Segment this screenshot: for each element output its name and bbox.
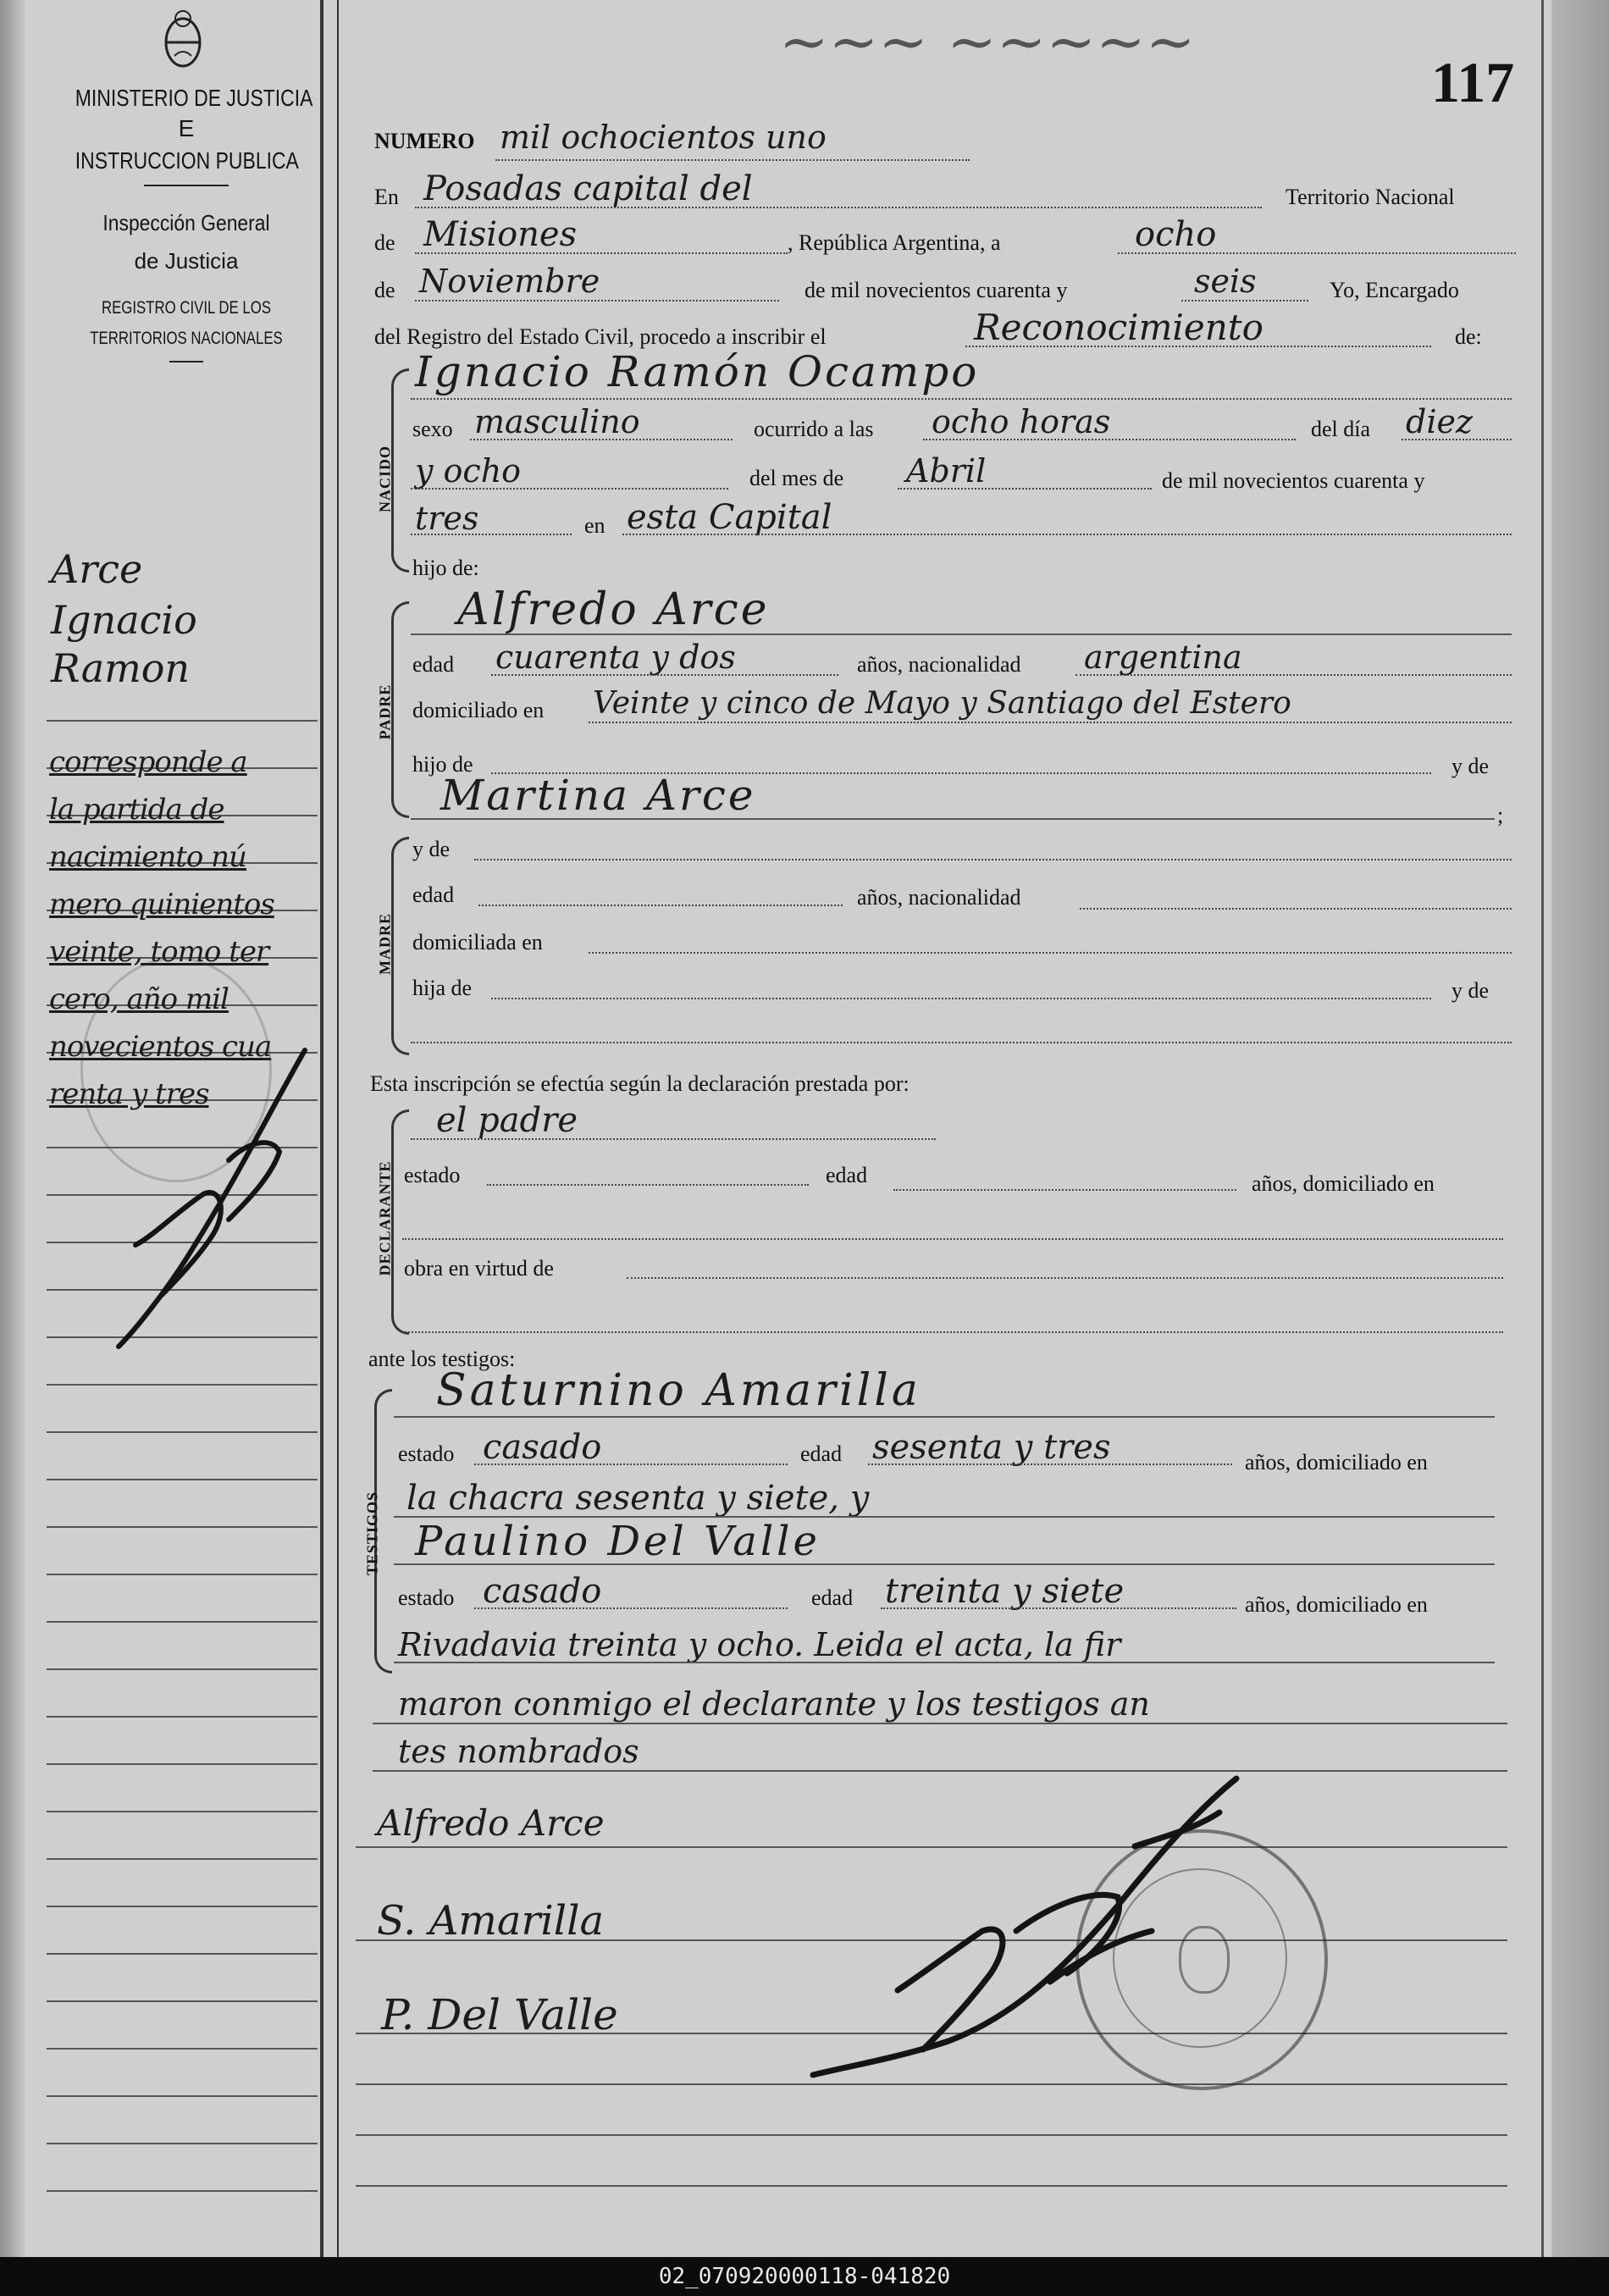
margin-rule-line (47, 2190, 318, 2192)
signature-testigo1: S. Amarilla (377, 1897, 605, 1945)
ministry-line1: MINISTERIO DE JUSTICIA (75, 85, 313, 111)
madre-y-de-label-2: y de (1451, 978, 1490, 1003)
day-value: ocho (1135, 215, 1217, 254)
ministry-line2: E (178, 115, 195, 141)
testigo1-anios-dom-label: años, domiciliado en (1245, 1450, 1428, 1474)
margin-note-line: la partida de (49, 793, 224, 827)
dia-value: diez (1406, 403, 1473, 440)
declarante-estado-label: estado (404, 1163, 461, 1187)
testigos-label: TESTIGOS (363, 1491, 381, 1576)
padre-label: PADRE (376, 683, 394, 740)
testigos-intro: ante los testigos: (368, 1347, 516, 1371)
testigo2-estado-label: estado (398, 1585, 455, 1610)
domiciliada-label: domiciliada en (412, 930, 543, 954)
de-colon-label: de: (1455, 324, 1482, 349)
de-value: Misiones (423, 215, 578, 254)
sexo-label: sexo (412, 417, 453, 441)
coat-of-arms-icon (159, 7, 207, 73)
madre-edad-label: edad (412, 882, 455, 907)
madre-y-de-label: y de (412, 837, 451, 861)
margin-signature (102, 1042, 322, 1364)
testigo1-dom: la chacra sesenta y siete, y (406, 1479, 870, 1518)
declarante-edad-label: edad (826, 1163, 868, 1187)
registry-line2: TERRITORIOS NACIONALES (90, 329, 283, 348)
inspection-line2: de Justicia (134, 248, 239, 274)
testigo1-edad: sesenta y tres (872, 1428, 1111, 1467)
margin-rule-line (47, 1621, 318, 1623)
month-value: Noviembre (419, 263, 600, 300)
testigo1-estado-label: estado (398, 1441, 455, 1466)
testigo2-anios-dom-label: años, domiciliado en (1245, 1592, 1428, 1617)
margin-note-line: mero quinientos (49, 888, 274, 921)
yo-label: Yo, Encargado (1330, 278, 1459, 302)
margin-note-line: cero, año mil (49, 982, 229, 1016)
testigo1-name: Saturnino Amarilla (436, 1365, 921, 1416)
margin-rule-line (47, 1431, 318, 1433)
en-label: En (374, 185, 399, 209)
hija-de-label: hija de (412, 976, 473, 1000)
hora-value: ocho horas (932, 403, 1111, 440)
declarante-value: el padre (436, 1101, 578, 1140)
inspection-line1: Inspección General (102, 210, 270, 235)
y-de-label: y de (1451, 754, 1490, 778)
signature-testigo2: P. Del Valle (381, 1990, 618, 2039)
padre-name: Alfredo Arce (457, 584, 770, 635)
closing-line2: tes nombrados (398, 1733, 639, 1770)
margin-rule-line (47, 1906, 318, 1907)
closing-line1: maron conmigo el declarante y los testigos an (398, 1685, 1150, 1723)
ministry-divider (144, 185, 229, 186)
anio-value: tres (415, 500, 479, 537)
del-dia-label: del día (1311, 417, 1371, 441)
hijo-de-label: hijo de (412, 752, 473, 777)
margin-rule-line (47, 1763, 318, 1765)
hijo-label: hijo de: (412, 556, 479, 580)
padre-nac: argentina (1084, 639, 1242, 676)
margin-note-line: corresponde a (49, 745, 247, 779)
act-value: Reconocimiento (974, 307, 1263, 348)
image-id-footer: 02_070920000118-041820 (0, 2257, 1609, 2296)
padre-edad: cuarenta y dos (495, 639, 736, 676)
anio-label: de mil novecientos cuarenta y (1162, 468, 1425, 493)
anios-nac-label: años, nacionalidad (857, 652, 1021, 677)
registro-label: del Registro del Estado Civil, procedo a inscribir el (374, 324, 827, 349)
testigo2-name: Paulino Del Valle (415, 1518, 821, 1565)
margin-rule-line (47, 2000, 318, 2002)
declarante-anios-dom-label: años, domiciliado en (1252, 1171, 1435, 1196)
margin-note-line: veinte, tomo ter (49, 935, 269, 969)
page-number: 117 (1431, 50, 1515, 114)
dia-value-continued: y ocho (415, 452, 522, 490)
en2-label: en (584, 513, 605, 538)
margin-rule-line (47, 1668, 318, 1670)
numero-label: NUMERO (374, 129, 475, 153)
margin-rule-line (47, 2095, 318, 2097)
testigo1-edad-label: edad (800, 1441, 843, 1466)
padre-dom: Veinte y cinco de Mayo y Santiago del Estero (593, 686, 1291, 721)
margin-surname: Arce (51, 546, 143, 592)
madre-label: MADRE (376, 913, 394, 975)
margin-rule-line (47, 1526, 318, 1528)
de-label-2: de (374, 278, 395, 302)
margin-rule-line (47, 1953, 318, 1955)
lugar-value: esta Capital (627, 498, 832, 537)
edad-label: edad (412, 652, 455, 677)
margin-rule-line (47, 720, 318, 722)
margin-rule-line (47, 1384, 318, 1386)
testigo2-edad: treinta y siete (885, 1572, 1125, 1611)
testigo2-edad-label: edad (811, 1585, 854, 1610)
padre-madre: Martina Arce (440, 771, 756, 820)
margin-note-line: novecientos cua (49, 1030, 272, 1064)
ministry-block (51, 85, 322, 362)
republica-label: , República Argentina, a (788, 230, 1001, 255)
page-edge-shadow (1551, 0, 1609, 2257)
testigo2-estado: casado (483, 1572, 602, 1611)
left-edge-shadow (0, 0, 25, 2257)
right-edge-rule (1541, 0, 1544, 2257)
inner-rule (337, 0, 339, 2257)
sexo-value: masculino (474, 403, 640, 440)
inscripcion-label: Esta inscripción se efectúa según la declaración prestada por: (370, 1071, 910, 1096)
year-label: de mil novecientos cuarenta y (804, 278, 1068, 302)
registry-line1: REGISTRO CIVIL DE LOS (101, 298, 272, 318)
numero-value: mil ochocientos uno (500, 119, 827, 156)
margin-rule-line (47, 2143, 318, 2144)
territorio-label: Territorio Nacional (1286, 185, 1455, 209)
mes-label: del mes de (749, 466, 844, 490)
margin-rule-line (47, 1858, 318, 1860)
testigo1-estado: casado (483, 1428, 602, 1467)
child-name: Ignacio Ramón Ocampo (415, 347, 980, 396)
registry-divider (169, 361, 203, 362)
domiciliado-label: domiciliado en (412, 698, 545, 722)
en-value: Posadas capital del (423, 169, 753, 208)
margin-rule-line (47, 1716, 318, 1718)
ministry-line3: INSTRUCCION PUBLICA (75, 147, 299, 174)
margin-name2: Ramon (51, 645, 191, 691)
margin-rule-line (47, 1574, 318, 1575)
testigo2-dom: Rivadavia treinta y ocho. Leida el acta, la fir (398, 1626, 1121, 1663)
mes-value: Abril (906, 452, 987, 490)
margin-rule-line (47, 1811, 318, 1812)
registrar-signature (796, 1762, 1270, 2100)
nacido-label: NACIDO (376, 445, 394, 513)
margin-rule-line (47, 2048, 318, 2050)
margin-note-line: renta y tres (49, 1077, 209, 1111)
de-label: de (374, 230, 395, 255)
declarante-label: DECLARANTE (376, 1160, 394, 1276)
signature-padre: Alfredo Arce (377, 1802, 605, 1844)
top-scribble: ~~~ ~~~~~ (779, 7, 1196, 76)
margin-note-line: nacimiento nú (49, 840, 246, 874)
semicolon: ; (1497, 803, 1504, 827)
year-value: seis (1194, 263, 1257, 300)
ocurrido-label: ocurrido a las (754, 417, 874, 441)
madre-anios-nac-label: años, nacionalidad (857, 885, 1021, 910)
margin-rule-line (47, 1479, 318, 1480)
margin-name1: Ignacio (51, 597, 197, 643)
obra-label: obra en virtud de (404, 1256, 554, 1281)
